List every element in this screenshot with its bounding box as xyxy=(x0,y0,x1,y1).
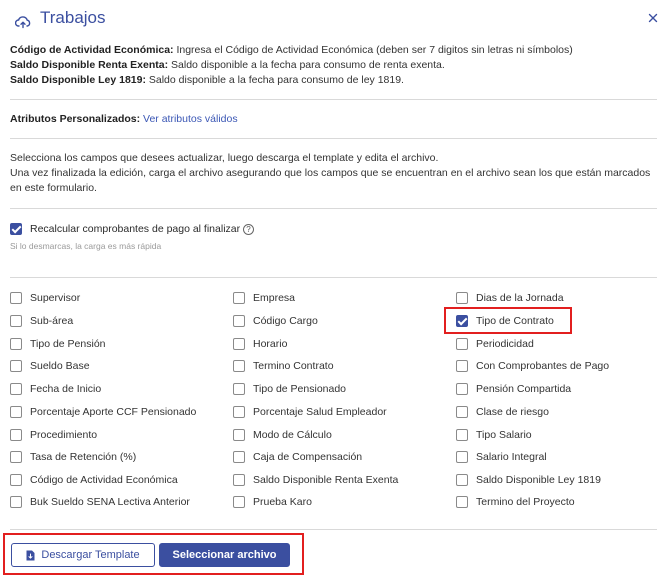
field-label: Procedimiento xyxy=(30,429,98,441)
field-label: Pensión Compartida xyxy=(476,383,572,395)
field-checkbox[interactable] xyxy=(233,315,245,327)
divider xyxy=(10,138,657,139)
file-download-icon xyxy=(26,550,35,561)
field-checkbox[interactable] xyxy=(10,429,22,441)
definition-term: Saldo Disponible Renta Exenta: xyxy=(10,59,169,71)
definition-desc: Saldo disponible a la fecha para consumo de ley 1819. xyxy=(145,74,404,86)
field-checkbox[interactable] xyxy=(456,292,468,304)
field-label: Tipo Salario xyxy=(476,429,532,441)
divider xyxy=(10,277,657,278)
field-label: Prueba Karo xyxy=(253,496,312,508)
field-label: Modo de Cálculo xyxy=(253,429,332,441)
field-checkbox[interactable] xyxy=(233,429,245,441)
field-label: Termino del Proyecto xyxy=(476,496,575,508)
custom-attributes-label: Atributos Personalizados: xyxy=(10,113,141,125)
field-label: Tasa de Retención (%) xyxy=(30,451,137,463)
field-checkbox[interactable] xyxy=(456,451,468,463)
field-label: Tipo de Pensión xyxy=(30,338,106,350)
field-label: Clase de riesgo xyxy=(476,406,549,418)
definition-row xyxy=(10,43,660,58)
instructions xyxy=(10,151,662,196)
field-label: Saldo Disponible Ley 1819 xyxy=(476,474,601,486)
custom-attributes xyxy=(10,112,238,127)
field-checkbox[interactable] xyxy=(10,406,22,418)
field-label: Dias de la Jornada xyxy=(476,292,564,304)
field-label: Porcentaje Aporte CCF Pensionado xyxy=(30,406,197,418)
cloud-upload-icon xyxy=(15,15,31,29)
field-label: Código de Actividad Económica xyxy=(30,474,178,486)
recalc-hint: Si lo desmarcas, la carga es más rápida xyxy=(10,241,162,251)
field-label: Termino Contrato xyxy=(253,360,334,372)
recalc-label: Recalcular comprobantes de pago al finalizar xyxy=(30,223,241,235)
recalc-checkbox[interactable] xyxy=(10,223,22,235)
definition-row xyxy=(10,73,660,88)
field-checkbox[interactable] xyxy=(456,429,468,441)
field-label: Buk Sueldo SENA Lectiva Anterior xyxy=(30,496,190,508)
instructions-line: Selecciona los campos que desees actualizar, luego descarga el template y edita el archivo. xyxy=(10,152,439,164)
field-checkbox[interactable] xyxy=(456,338,468,350)
field-checkbox[interactable] xyxy=(233,451,245,463)
close-icon[interactable] xyxy=(646,11,660,25)
field-checkbox[interactable] xyxy=(456,406,468,418)
divider xyxy=(10,99,657,100)
download-template-label: Descargar Template xyxy=(41,549,140,561)
field-checkbox[interactable] xyxy=(10,383,22,395)
field-checkbox[interactable] xyxy=(10,292,22,304)
field-checkbox[interactable] xyxy=(10,315,22,327)
field-label: Código Cargo xyxy=(253,315,318,327)
field-checkbox[interactable] xyxy=(10,496,22,508)
field-label: Salario Integral xyxy=(476,451,547,463)
field-label: Supervisor xyxy=(30,292,81,304)
field-label: Sueldo Base xyxy=(30,360,90,372)
field-checkbox[interactable] xyxy=(233,338,245,350)
modal-header xyxy=(0,0,667,38)
definition-desc: Ingresa el Código de Actividad Económica (deben ser 7 digitos sin letras ni símbolos) xyxy=(173,44,573,56)
field-label: Porcentaje Salud Empleador xyxy=(253,406,387,418)
field-checkbox[interactable] xyxy=(233,360,245,372)
select-file-button[interactable] xyxy=(159,543,290,567)
definition-desc: Saldo disponible a la fecha para consumo de renta exenta. xyxy=(168,59,445,71)
highlight-box xyxy=(444,307,572,334)
divider xyxy=(10,208,657,209)
field-checkbox[interactable] xyxy=(233,496,245,508)
help-icon[interactable]: ? xyxy=(243,224,254,235)
definition-row xyxy=(10,58,660,73)
field-checkbox[interactable] xyxy=(233,292,245,304)
field-checkbox[interactable] xyxy=(10,451,22,463)
definition-term: Saldo Disponible Ley 1819: xyxy=(10,74,146,86)
field-label: Tipo de Contrato xyxy=(476,315,554,327)
field-checkbox[interactable] xyxy=(456,474,468,486)
field-label: Horario xyxy=(253,338,288,350)
field-checkbox[interactable] xyxy=(10,360,22,372)
select-file-label: Seleccionar archivo xyxy=(172,549,277,561)
view-attributes-link[interactable]: Ver atributos válidos xyxy=(143,113,238,125)
field-checkbox[interactable] xyxy=(456,496,468,508)
modal-title: Trabajos xyxy=(40,8,106,27)
field-checkbox[interactable] xyxy=(10,338,22,350)
field-label: Tipo de Pensionado xyxy=(253,383,347,395)
definition-term: Código de Actividad Económica: xyxy=(10,44,174,56)
field-checkbox[interactable] xyxy=(233,383,245,395)
field-checkbox[interactable] xyxy=(10,474,22,486)
field-label: Sub-área xyxy=(30,315,74,327)
divider xyxy=(10,529,657,530)
download-template-button[interactable] xyxy=(11,543,155,567)
field-checkbox[interactable] xyxy=(456,360,468,372)
field-label: Con Comprobantes de Pago xyxy=(476,360,610,372)
field-checkbox[interactable] xyxy=(233,406,245,418)
field-definitions xyxy=(10,43,660,88)
field-label: Periodicidad xyxy=(476,338,534,350)
field-label: Saldo Disponible Renta Exenta xyxy=(253,474,399,486)
field-checkbox[interactable] xyxy=(456,383,468,395)
field-label: Empresa xyxy=(253,292,296,304)
field-label: Fecha de Inicio xyxy=(30,383,102,395)
field-checkbox[interactable] xyxy=(233,474,245,486)
instructions-line: Una vez finalizada la edición, carga el archivo asegurando que los campos que se encuentran en el archivo sean los que están marcados en este formulario. xyxy=(10,167,651,194)
field-label: Caja de Compensación xyxy=(253,451,363,463)
